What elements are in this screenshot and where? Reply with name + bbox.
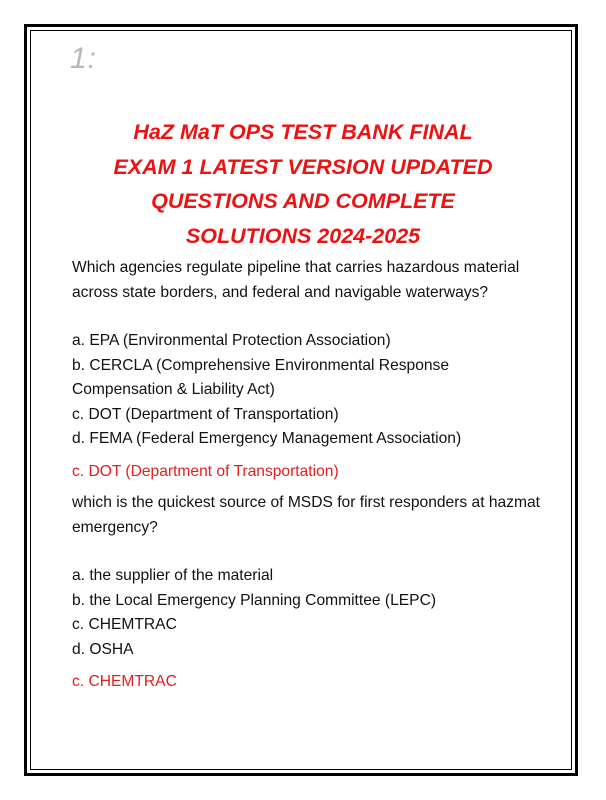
option-c: c. DOT (Department of Transportation) [72,405,339,423]
document-title [40,115,566,253]
options-list [72,564,542,662]
page-number: 1: [70,42,98,75]
questions-section [72,256,542,695]
answer-text: c. DOT (Department of Transportation) [72,462,339,480]
option-d: d. FEMA (Federal Emergency Management Association) [72,430,462,447]
option-b: b. the Local Emergency Planning Committee (LEPC) [72,591,437,609]
question-block-2 [72,491,542,695]
title-line: SOLUTIONS 2024-2025 [185,223,421,248]
title-line: HaZ MaT OPS TEST BANK FINAL [133,120,473,144]
title-line: QUESTIONS AND COMPLETE [151,189,455,213]
option-a: a. EPA (Environmental Protection Association) [72,332,391,349]
question-block-1 [72,256,542,484]
option-b: b. CERCLA (Comprehensive Environmental Response Compensation & Liability Act) [72,356,450,398]
answer-text: c. CHEMTRAC [72,673,177,690]
option-d: d. OSHA [72,640,134,658]
option-a: a. the supplier of the material [72,567,274,584]
question-text: which is the quickest source of MSDS for first responders at hazmat emergency? [72,494,541,536]
title-line: EXAM 1 LATEST VERSION UPDATED [113,154,493,179]
options-list [72,329,542,452]
option-c: c. CHEMTRAC [72,616,177,633]
question-text: Which agencies regulate pipeline that carries hazardous material across state borders, and federal and navigable waterways? [72,259,520,301]
